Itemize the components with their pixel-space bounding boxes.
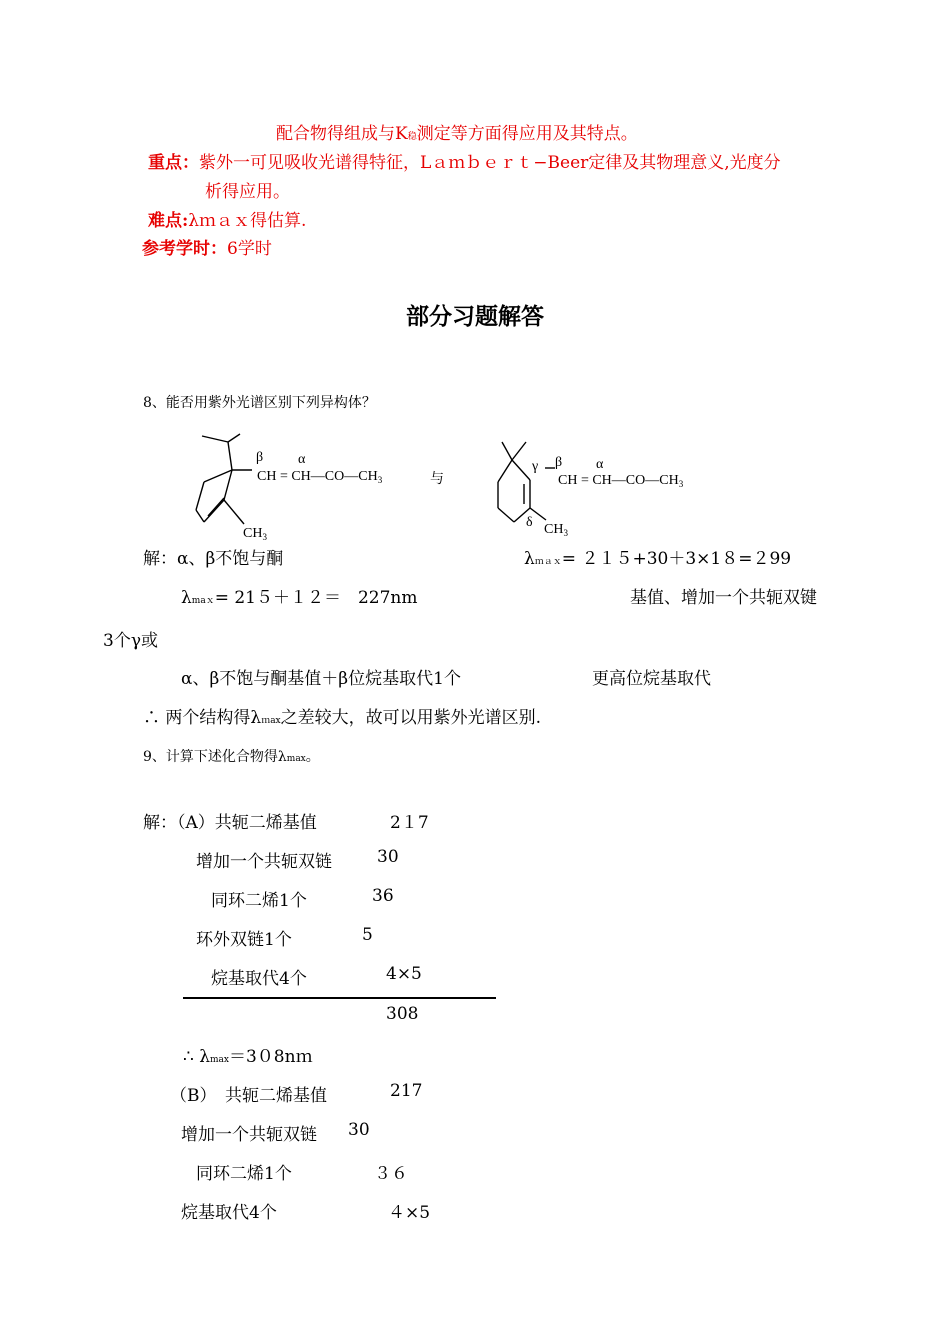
q9b-row-label: 同环二烯1个 [196, 1164, 292, 1184]
q9b-header-value: 217 [390, 1081, 423, 1101]
difficulty-text: λｍａｘ得估算. [188, 211, 307, 231]
right-gamma-label: γ [532, 459, 539, 474]
key-points-label: 重点： [148, 153, 199, 173]
q9b-row-label: 烷基取代4个 [181, 1203, 277, 1223]
q9b-header: （B） 共轭二烯基值 [170, 1086, 327, 1106]
q9a-row-value: 36 [372, 886, 394, 906]
hours-line [142, 234, 272, 259]
hours-text: 6学时 [227, 239, 272, 259]
q9a-row-value: 30 [377, 847, 399, 867]
topic-text-b: 测定等方面得应用及其特点。 [416, 124, 638, 144]
key-points-line2: 析得应用。 [205, 182, 290, 202]
q9a-row-label: 同环二烯1个 [211, 891, 307, 911]
left-methyl-label: $CH_3$ [243, 526, 267, 542]
q8-basis-right: 更高位烷基取代 [592, 669, 711, 689]
q8-basis-left: α、β不饱与酮基值＋β位烷基取代1个 [181, 669, 461, 689]
topic-text-a: 配合物得组成与K [276, 124, 408, 144]
q8-gamma-line: 3个γ或 [103, 631, 158, 651]
q9a-row-value: 4×5 [386, 964, 422, 984]
q8-conclusion: ∴ 两个结构得λｍax之差较大，故可以用紫外光谱区别. [143, 708, 542, 728]
key-points-line1 [148, 148, 781, 173]
q9b-row-value: 30 [348, 1120, 370, 1140]
right-methyl-label: $CH_3$ [544, 522, 568, 538]
left-beta-label: β [256, 450, 264, 465]
q8-right-note: 基值、增加一个共轭双键 [630, 588, 817, 608]
connector-word: 与 [430, 472, 444, 487]
right-chain-label: CH = $CH—CO—CH_3$ [558, 473, 684, 489]
question-9: 9、计算下述化合物得λmax。 [143, 749, 320, 765]
right-delta-label: δ [526, 515, 533, 530]
topic-subscript: 稳 [407, 132, 417, 142]
question-8: 8、能否用紫外光谱区别下列异构体？ [143, 395, 376, 411]
q9a-total: 308 [386, 1004, 419, 1024]
sum-rule [183, 997, 496, 999]
hours-label: 参考学时： [142, 239, 227, 259]
q9a-header-value: 2１7 [390, 813, 429, 833]
q9b-row-value: ３６ [374, 1164, 408, 1184]
left-alpha-label: α [298, 452, 306, 467]
difficulty-line [148, 206, 306, 231]
q9a-row-label: 增加一个共轭双链 [196, 852, 332, 872]
q9a-row-label: 环外双链1个 [196, 930, 292, 950]
q9a-row-label: 烷基取代4个 [211, 969, 307, 989]
q8-solution-left: 解：α、β不饱与酮 [143, 549, 284, 569]
section-title: 部分习题解答 [406, 304, 544, 330]
q9a-row-value: 5 [362, 925, 373, 945]
left-chain-label: CH = $CH—CO—CH_3$ [257, 469, 383, 485]
right-alpha-label: α [596, 457, 604, 472]
q8-calc-line: λmaｘ= 21５＋１２＝ 227nm [181, 588, 418, 608]
q8-solution-right: λｍａｘ= ２１５+30＋3×1８=２99 [524, 549, 792, 569]
q9a-header: 解：（A）共轭二烯基值 [143, 813, 317, 833]
q9a-result: ∴ λmax＝3０8nｍ [183, 1047, 313, 1067]
left-isomer-structure [180, 430, 460, 545]
topic-line [276, 119, 638, 144]
q9b-row-value: ４×5 [388, 1203, 431, 1223]
q9b-row-label: 增加一个共轭双链 [181, 1125, 317, 1145]
right-beta-label: β [555, 455, 563, 470]
difficulty-label: 难点: [148, 211, 189, 231]
right-isomer-structure [490, 428, 730, 543]
key-points-text: 紫外一可见吸收光谱得特征，Lａｍｂｅｒｔ−Beer定律及其物理意义,光度分 [199, 153, 781, 173]
